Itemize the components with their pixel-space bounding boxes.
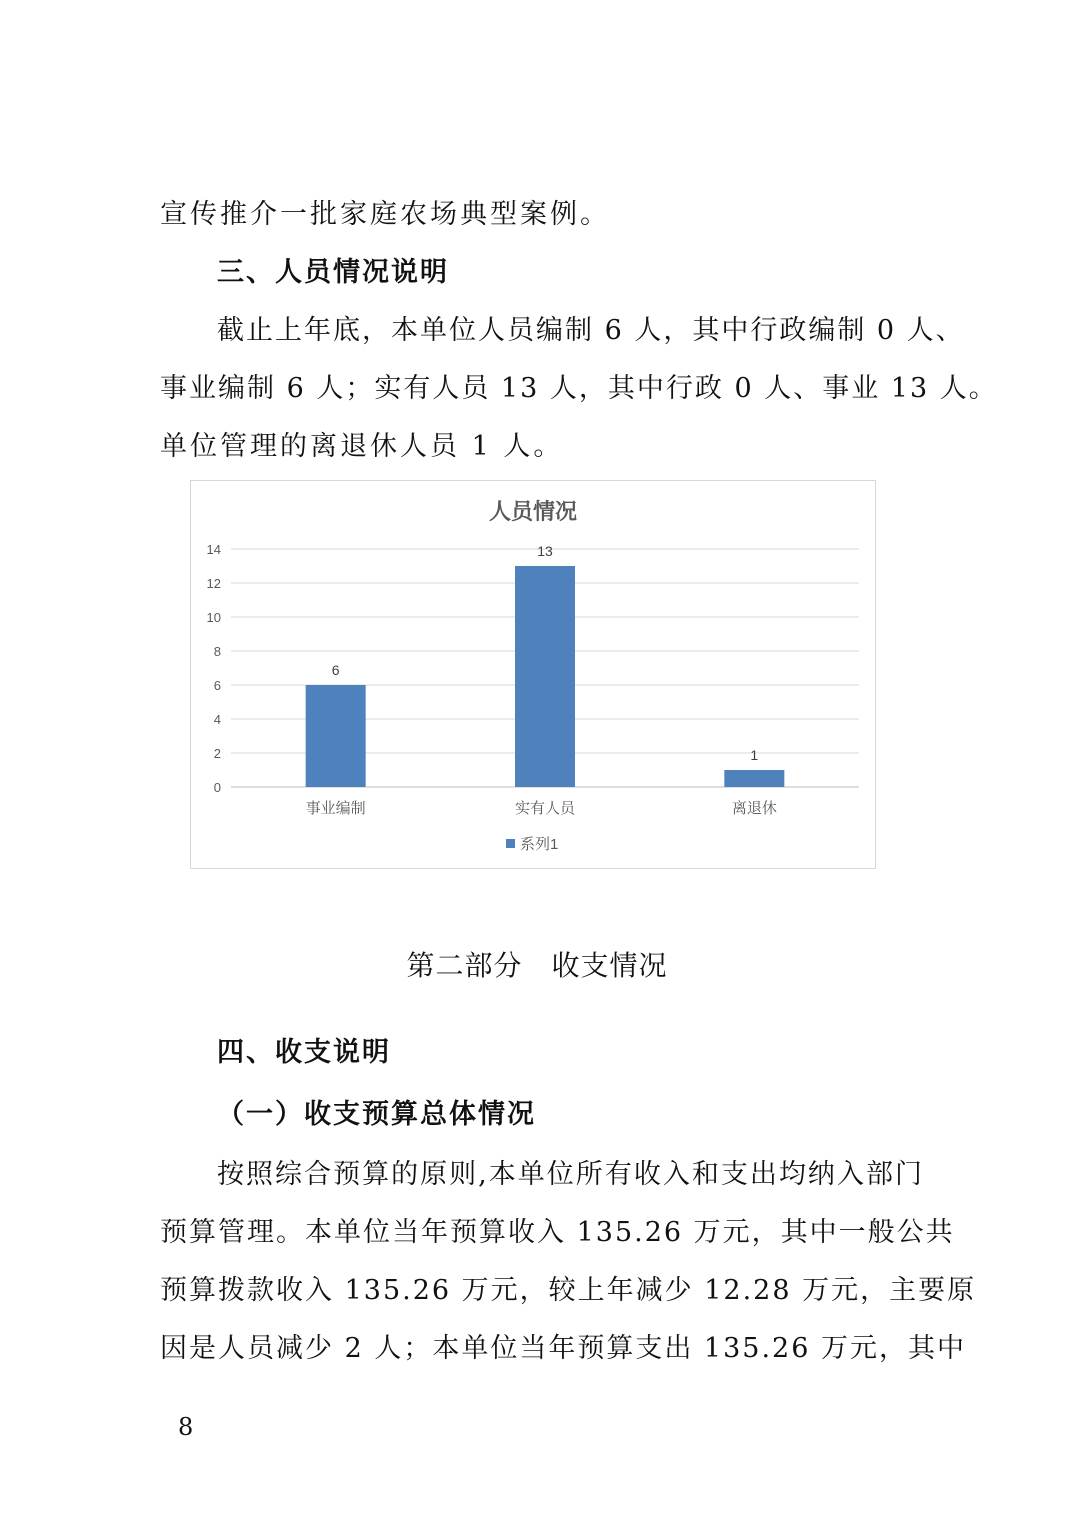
sub-heading-budget-overview: （一）收支预算总体情况 [217, 1099, 536, 1130]
x-tick-label: 实有人员 [514, 800, 576, 817]
y-tick-label: 12 [206, 576, 221, 591]
x-tick-label: 离退休 [731, 800, 777, 817]
bar [306, 685, 366, 787]
chart-svg [191, 481, 875, 868]
y-tick-label: 0 [213, 780, 221, 795]
y-tick-label: 8 [213, 644, 221, 659]
paragraph-line: 单位管理的离退休人员 1 人。 [160, 431, 564, 462]
part-title: 第二部分 收支情况 [406, 949, 668, 982]
paragraph-line: 因是人员减少 2 人；本单位当年预算支出 135.26 万元，其中 [160, 1333, 966, 1364]
legend-label: 系列1 [520, 836, 559, 853]
bar [515, 566, 575, 787]
chart-title: 人员情况 [488, 499, 578, 524]
paragraph-line: 预算管理。本单位当年预算收入 135.26 万元，其中一般公共 [160, 1217, 955, 1248]
personnel-chart [190, 480, 876, 869]
page-number: 8 [178, 1413, 194, 1441]
section-heading-personnel: 三、人员情况说明 [217, 257, 449, 288]
y-tick-label: 4 [213, 712, 221, 727]
section-heading-income-expense: 四、收支说明 [217, 1037, 391, 1068]
paragraph-line: 宣传推介一批家庭农场典型案例。 [160, 199, 610, 230]
data-label: 6 [331, 662, 340, 678]
y-tick-label: 14 [206, 542, 221, 557]
paragraph-line: 预算拨款收入 135.26 万元，较上年减少 12.28 万元，主要原 [160, 1275, 977, 1306]
data-label: 13 [537, 543, 553, 559]
y-tick-label: 6 [213, 678, 221, 693]
bar [724, 770, 784, 787]
paragraph-line: 截止上年底，本单位人员编制 6 人，其中行政编制 0 人、 [217, 315, 965, 346]
data-label: 1 [750, 747, 759, 763]
paragraph-line: 按照综合预算的原则,本单位所有收入和支出均纳入部门 [217, 1159, 924, 1190]
paragraph-line: 事业编制 6 人；实有人员 13 人，其中行政 0 人、事业 13 人。 [160, 373, 998, 404]
y-tick-label: 2 [213, 746, 221, 761]
x-tick-label: 事业编制 [305, 800, 366, 817]
y-tick-label: 10 [206, 610, 221, 625]
legend-swatch [506, 839, 515, 848]
